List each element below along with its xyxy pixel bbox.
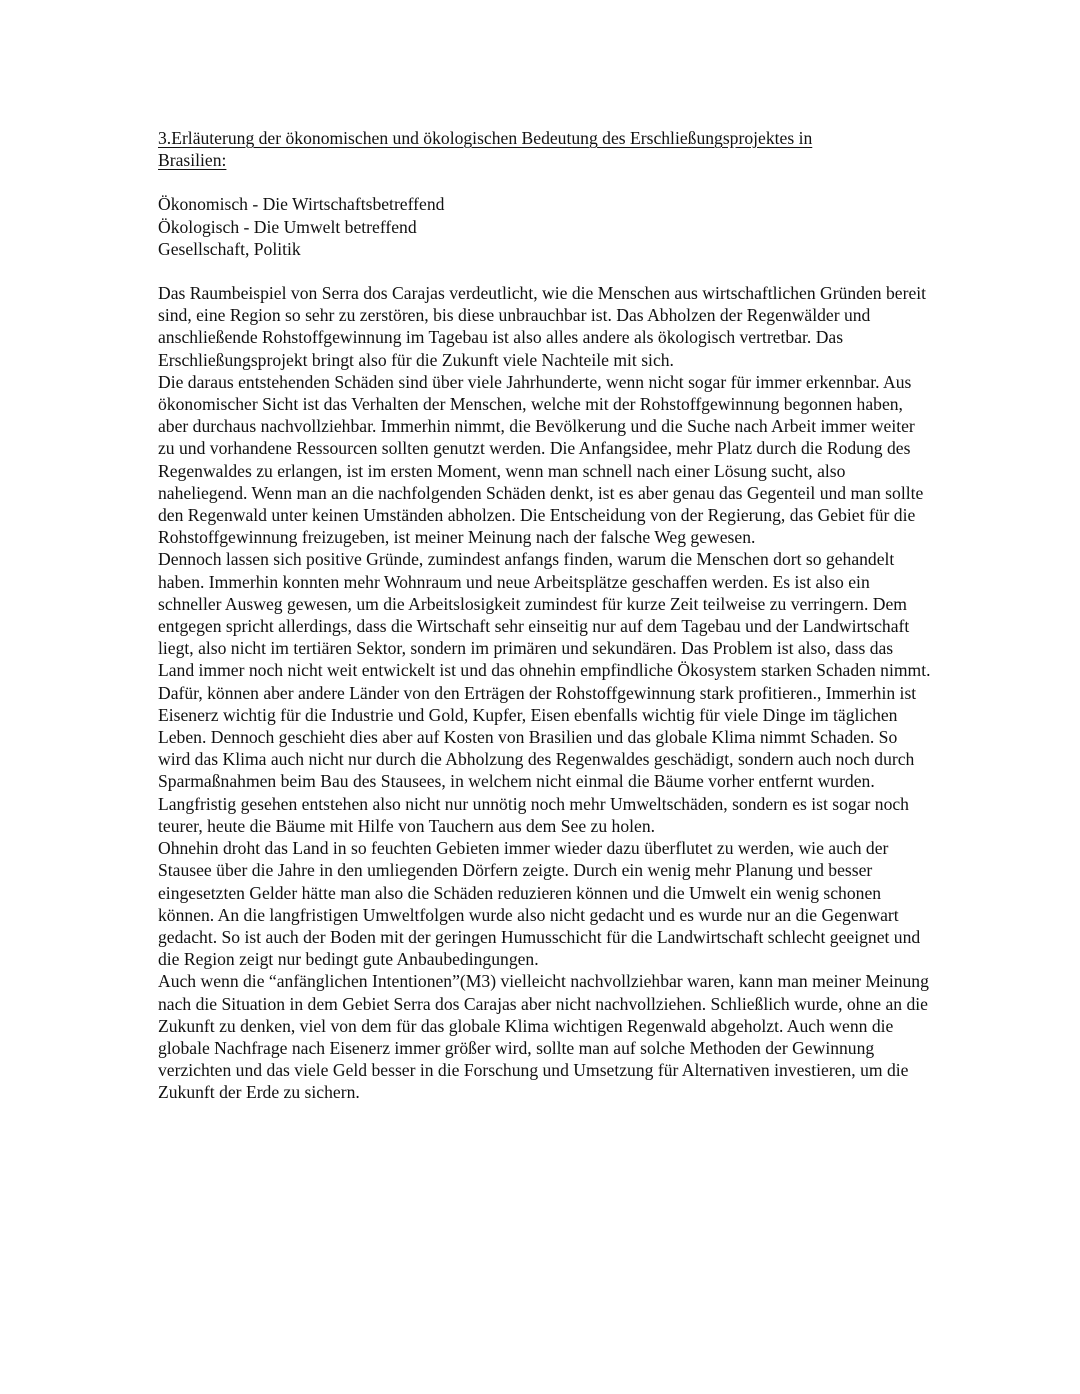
document-heading [158,127,933,171]
heading-line-1: 3.Erläuterung der ökonomischen und ökologischen Bedeutung des Erschließungsprojektes in [158,128,813,148]
paragraph-5: Langfristig gesehen entstehen also nicht nur unnötig noch mehr Umweltschäden, sondern es ist sogar noch teurer, heute die Bäume mit Hilfe von Tauchern aus dem See zu holen. [158,793,909,836]
paragraph-1: Das Raumbeispiel von Serra dos Carajas verdeutlicht, wie die Menschen aus wirtschaftlichen Gründen bereit sind, eine Region so sehr zu zerstören, bis diese unbrauchbar ist. Das Abholzen der Regenwälder und anschließende Rohstoffgewinnung im Tagebau ist also alles andere als ökologisch vertretbar. Das Erschließungsprojekt bringt also für die Zukunft viele Nachteile mit sich. [158,283,927,370]
definition-oekonomisch: Ökonomisch - Die Wirtschaftsbetreffend [158,194,445,215]
body-text [158,282,933,1104]
definition-oekologisch: Ökologisch - Die Umwelt betreffend [158,216,417,237]
heading-line-2: Brasilien: [158,150,227,171]
paragraph-2: Die daraus entstehenden Schäden sind über viele Jahrhunderte, wenn nicht sogar für immer erkennbar. Aus ökonomischer Sicht ist das Verhalten der Menschen, welche mit der Rohstoffgewinnung begonnen haben, aber durchaus nachvollziehbar. Immerhin nimmt, die Bevölkerung und die Suche nach Arbeit immer weiter zu und vorhandene Ressourcen sollten genutzt werden. Die Anfangsidee, mehr Platz durch die Rodung des Regenwaldes zu erlangen, ist im ersten Moment, wenn man schnell nach einer Lösung sucht, also naheliegend. Wenn man an die nachfolgenden Schäden denkt, ist es aber genau das Gegenteil und man sollte den Regenwald unter keinen Umständen abholzen. Die Entscheidung von der Regierung, das Gebiet für die Rohstoffgewinnung freizugeben, ist meiner Meinung nach der falsche Weg gewesen. [158,371,924,548]
paragraph-6: Ohnehin droht das Land in so feuchten Gebieten immer wieder dazu überflutet zu werden, wie auch der Stausee über die Jahre in den umliegenden Dörfern zeigte. Durch ein wenig mehr Planung und besser eingesetzten Gelder hätte man also die Schäden reduzieren können und die Umwelt ein wenig schonen können. An die langfristigen Umweltfolgen wurde also nicht gedacht und es wurde nur an die Gegenwart gedacht. So ist auch der Boden mit der geringen Humusschicht für die Landwirtschaft schlecht geeignet und die Region zeigt nur bedingt gute Anbaubedingungen. [158,838,921,970]
definition-gesellschaft: Gesellschaft, Politik [158,238,301,259]
document-content [158,127,933,1104]
spacer [158,260,933,282]
paragraph-4: Dafür, können aber andere Länder von den Erträgen der Rohstoffgewinnung stark profitieren., Immerhin ist Eisenerz wichtig für die Industrie und Gold, Kupfer, Eisen ebenfalls wichtig für viele Dinge im täglichen Leben. Dennoch geschieht dies aber auf Kosten von Brasilien und das globale Klima nimmt Schaden. So wird das Klima auch nicht nur durch die Abholzung des Regenwaldes geschädigt, sondern auch noch durch Sparmaßnahmen beim Bau des Stausees, in welchem nicht einmal die Bäume vorher entfernt wurden. [158,682,917,792]
spacer [158,171,933,193]
definitions-block [158,193,933,260]
paragraph-7: Auch wenn die “anfänglichen Intentionen”(M3) vielleicht nachvollziehbar waren, kann man meiner Meinung nach die Situation in dem Gebiet Serra dos Carajas aber nicht nachvollziehen. Schließlich wurde, ohne an die Zukunft zu denken, viel von dem für das globale Klima wichtigen Regenwald abgeholzt. Auch wenn die globale Nachfrage nach Eisenerz immer größer wird, sollte man auf solche Methoden der Gewinnung verzichten und das viele Geld besser in die Forschung und Umsetzung für Alternativen investieren, um die Zukunft der Erde zu sichern. [158,971,929,1103]
paragraph-3: Dennoch lassen sich positive Gründe, zumindest anfangs finden, warum die Menschen dort so gehandelt haben. Immerhin konnten mehr Wohnraum und neue Arbeitsplätze geschaffen werden. Es ist also ein schneller Ausweg gewesen, um die Arbeitslosigkeit zumindest für kurze Zeit teilweise zu verringern. Dem entgegen spricht allerdings, dass die Wirtschaft sehr einseitig nur auf dem Tagebau und der Landwirtschaft liegt, also nicht im tertiären Sektor, sondern im primären und sekundären. Das Problem ist also, dass das Land immer noch nicht weit entwickelt ist und das ohnehin empfindliche Ökosystem starken Schaden nimmt. [158,549,931,681]
